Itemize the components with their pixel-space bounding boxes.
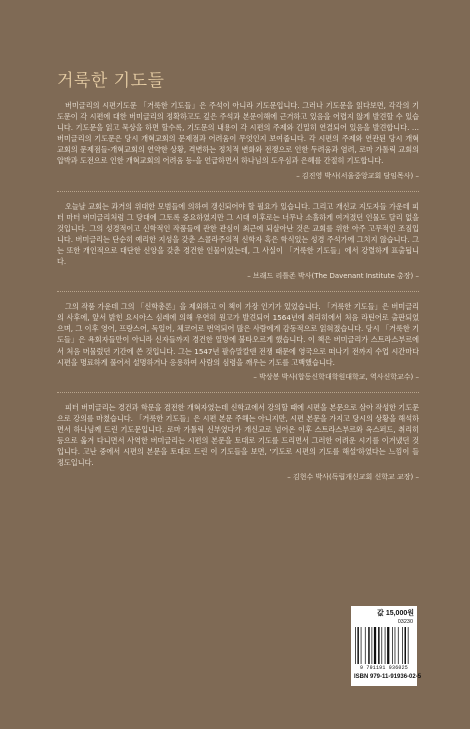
endorsement-text-4: 피터 버미글리는 경건과 학문을 겸전한 개혁자였는데 신학교에서 강의할 때에 시편을 본문으로 삼아 작성한 기도문으로 강의를 마쳤습니다. 「거룩한 기도들」은 시편 본문 주해는 아니지만, 시편 본문을 가지고 당시의 상황을 해석하면서 하나님께 드린 기도문입니다. 로마 가톨릭 신부였다가 개신교로 넘어온 이후 스트라스부르와 옥스퍼드, 취리히 등으로 옮겨 다니면서 사역한 버미글리는 시편의 본문을 토대로 기도를 드리면서 그러한 어려운 시기를 이겨냈던 것입니다. 고난 중에서 시편의 본문을 토대로 드린 이 기도들을 보면, '기도로 시편의 기도를 해설'하였다는 느낌이 들 정도입니다. [57,402,419,468]
endorsement-text-3: 그의 작품 가운데 그의 「신학총론」을 제외하고 이 책이 가장 인기가 있었습니다. 「거룩한 기도들」은 버미글리의 사후에, 앞서 밝힌 요시아스 심레에 의해 우연히 원고가 발견되어 1564년에 취리히에서 처음 라틴어로 출판되었으며, 그 이후 영어, 프랑스어, 독일어, 체코어로 번역되어 많은 사람에게 감동적으로 읽혀졌습니다. 당시 「거룩한 기도들」은 욕회자들만이 아니라 신자들까지 경건한 열망에 불타오르게 했습니다. 이 책은 버미글리가 스트라스부르에서 처음 머물렀던 기간에 쓴 것입니다. 그는 1547년 팔슈말칼덴 전쟁 때문에 영국으로 떠나기 전까지 수업 시간마다 시편을 명료하게 풀어서 설명하거나 응용하여 사람의 심령을 깨우는 기도를 고백했습니다. [57,302,419,367]
section-title: 거룩한 기도들 [57,71,165,91]
endorsement-attribution-2: – 브래드 리틀존 박사(The Davenant Institute 총장) – [247,272,419,281]
price: 값 15,000원 [377,610,414,617]
barcode-digits: 9 791191 936025 [359,665,408,671]
isbn: ISBN 979-11-91936-02-5 [354,674,422,680]
endorsement-text-2: 오늘날 교회는 과거의 위대한 모범들에 의하여 갱신되어야 할 필요가 있습니다. 그리고 개신교 지도자들 가운데 피터 마터 버미글리처럼 그 당대에 그토록 중요하였지만 그 시대 이후로는 너무나 소홀하게 여겨졌던 인물도 달리 없을 것입니다. 그의 성경적이고 신학적인 작품들에 관한 관심이 최근에 되살아난 것은 교회를 위한 아주 고무적인 조짐입니다. 버미글리는 단순히 예리한 지성을 갖춘 스콜라주의적 신학자 혹은 학식있는 성경 주석가에 그치지 않습니다. 그는 또한 개인적으로 대단한 신앙을 갖춘 경건한 인물이었는데, 그 사실이 「거룩한 기도들」에서 강렬하게 표출됩니다. [57,201,419,267]
divider-1 [57,191,419,193]
endorsement-attribution-4: – 김현수 박사(독립개신교회 신학교 교장) – [287,473,419,482]
barcode-icon [355,627,413,664]
endorsement-text-1: 버미글리의 시편기도문 「거룩한 기도들」은 주석이 아니라 기도문입니다. 그러나 기도문을 읽다보면, 각각의 기도문이 각 시편에 대한 버미글리의 정확하고도 깊은 주석과 본문이해에 근거하고 있음을 어렵지 않게 발견할 수 있습니다. 기도문을 읽고 묵상을 하면 할수록, 기도문의 내용이 각 시편의 주제와 긴밀히 연결되어 있음을 발견합니다. …버미글리의 기도문은 당시 개혁교회의 문제점과 어려움이 무엇인지 보여줍니다. 각 시편의 주제와 연관된 당시 개혁교회의 문제점들-개혁교회의 연약한 상황, 격변하는 정치적 변화와 전쟁으로 인한 두려움과 염려, 로마 가톨릭 교회의 압박과 도전으로 인한 개혁교회의 어려움 등-을 언급하면서 하나님의 도우심과 은혜를 간절히 기도합니다. [57,101,419,166]
endorsement-attribution-1: – 김진영 박사(서울중앙교회 담임목사) – [296,171,419,180]
endorsements [57,100,419,483]
divider-2 [57,291,419,293]
barcode-label [351,606,422,686]
divider-3 [57,392,419,394]
endorsement-attribution-3: – 박상봉 박사(합동신학대학원대학교, 역사신학교수) – [253,372,419,381]
addon-code: 03230 [397,619,413,625]
